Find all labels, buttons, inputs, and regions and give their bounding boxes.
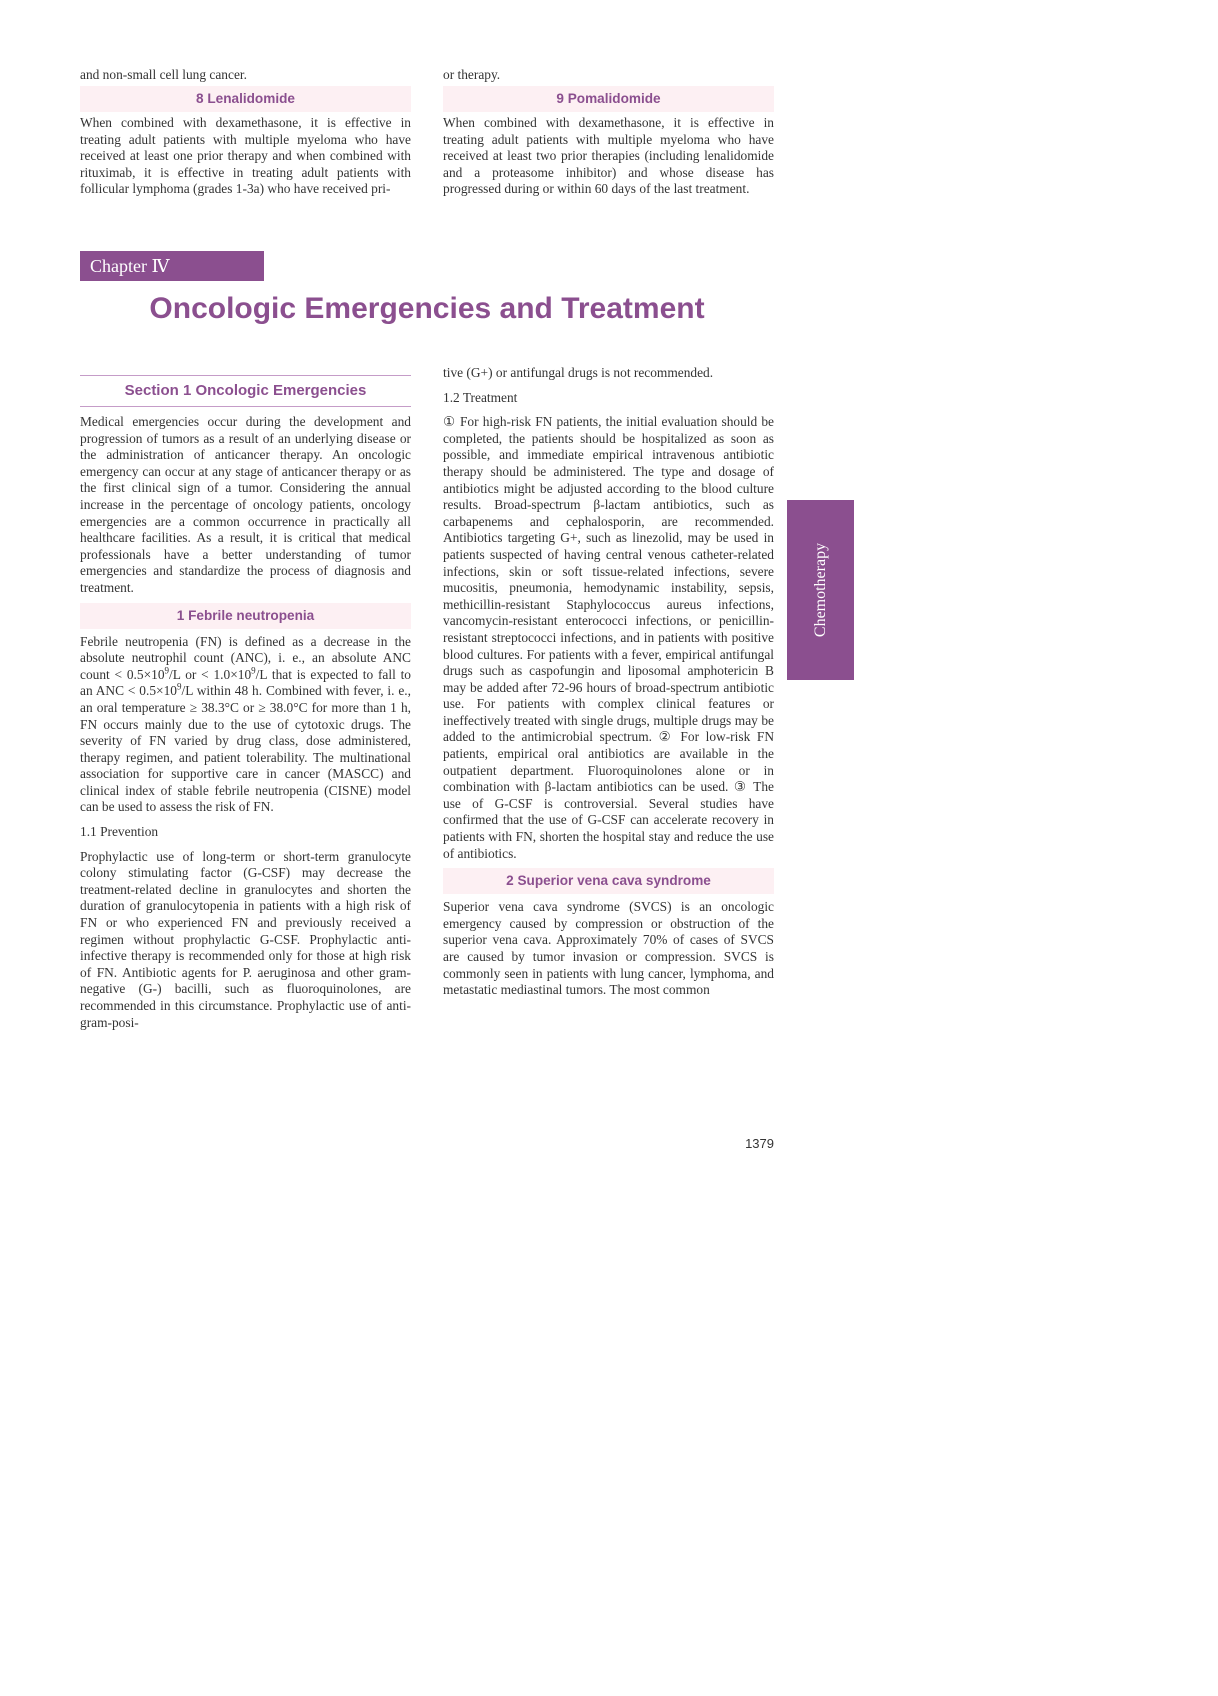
- treatment-paragraph: ① For high-risk FN patients, the initial evaluation should be completed, the patients should be hospitalized as soon as possible, and immediate empirical intravenous antibiotic therapy should be administered. The type and dosage of antibiotics might be adjusted according to the blood culture results. Broad-spectrum β-lactam antibiotics, such as carbapenems and cephalosporin, are recommended. Antibiotics targeting G+, such as linezolid, may be used in patients suspected of having central venous catheter-related infections, skin or soft tissue-related infections, severe mucositis, pneumonia, hemodynamic instability, sepsis, methicillin-resistant Staphylococcus aureus infections, vancomycin-resistant enterococci infections, or penicillin-resistant streptococci infections, and in patients with positive blood cultures. For patients with a fever, empirical antifungal drugs such as caspofungin and liposomal amphotericin B may be added after 72-96 hours of broad-spectrum antibiotic use. For patients with complex clinical features or ineffectively treated with single drugs, multiple drugs may be added to the antimicrobial spectrum. ② For low-risk FN patients, empirical oral antibiotics are available in the outpatient department. Fluoroquinolones alone or in combination with β-lactam antibiotics can be used. ③ The use of G-CSF is controversial. Several studies have confirmed that the use of G-CSF can accelerate recovery in patients with FN, shorten the hospital stay and reduce the use of antibiotics.: [443, 414, 774, 861]
- fn-exponent-b: 9: [251, 665, 256, 676]
- svcs-paragraph: Superior vena cava syndrome (SVCS) is an oncologic emergency caused by compression or obstruction of the superior vena cava. Approximately 70% of cases of SVCS are caused by tumor invasion or compression. SVCS is commonly seen in patients with lung cancer, lymphoma, and metastatic mediastinal tumors. The most common: [443, 899, 774, 998]
- prevention-paragraph: Prophylactic use of long-term or short-term granulocyte colony stimulating factor (G-CSF) may decrease the treatment-related decline in granulocytes and shorten the duration of granulocytopenia in patients with a high risk of FN or who experienced FN and previously received a regimen without prophylactic G-CSF. Prophylactic anti-infective therapy is recommended only for those at high risk of FN. Antibiotic agents for P. aeruginosa and other gram-negative (G-) bacilli, such as fluoroquinolones, are recommended in this circumstance. Prophylactic use of anti-gram-posi-: [80, 848, 411, 1030]
- chapter-title: Oncologic Emergencies and Treatment: [149, 292, 705, 325]
- col1-lead-text: and non-small cell lung cancer.: [80, 67, 247, 82]
- pomalidomide-heading: 9 Pomalidomide: [443, 86, 774, 112]
- side-tab-label: Chemotherapy: [811, 542, 829, 638]
- col2-lead-text: or therapy.: [443, 67, 501, 82]
- svcs-heading: 2 Superior vena cava syndrome: [443, 868, 774, 894]
- right-column: [443, 365, 774, 999]
- fn-def-part2: /L or < 1.0×10: [169, 666, 252, 682]
- prevention-continuation: tive (G+) or antifungal drugs is not recommended.: [443, 365, 714, 380]
- fn-def-part4: /L within 48 h. Combined with fever, i. e., an oral temperature ≥ 38.3°C or ≥ 38.0°C for more than 1 h, FN occurs mainly due to the use of cytotoxic drugs. The severity of FN varied by drug class, dose administered, therapy regimen, and patient tolerability. The multinational association for supportive care in cancer (MASCC) and clinical index of stable febrile neutropenia (CISNE) model can be used to assess the risk of FN.: [80, 683, 411, 815]
- page-number: 1379: [745, 1136, 774, 1151]
- treatment-heading: 1.2 Treatment: [443, 389, 518, 405]
- fn-exponent-a: 9: [164, 665, 170, 676]
- section-heading: Section 1 Oncologic Emergencies: [80, 375, 411, 407]
- fn-exponent-c: 9: [176, 681, 182, 692]
- chapter-label: Chapter Ⅳ: [80, 251, 264, 281]
- fn-def-part3: /L that is expected to fall to an ANC < 0.5×10: [80, 666, 411, 699]
- fn-def-part1: Febrile neutropenia (FN) is defined as a decrease in the absolute neutrophil count (ANC), i. e., an absolute ANC count < 0.5×10: [80, 633, 411, 682]
- left-column: [80, 414, 411, 1031]
- lenalidomide-heading: 8 Lenalidomide: [80, 86, 411, 112]
- prevention-heading: 1.1 Prevention: [80, 824, 159, 840]
- section-intro-paragraph: Medical emergencies occur during the development and progression of tumors as a result of an underlying disease or the administration of anticancer therapy. An oncologic emergency can occur at any stage of anticancer therapy or as the first clinical sign of a tumor. Considering the annual increase in the percentage of oncology patients, oncology emergencies are a common occurrence in practically all healthcare facilities. As a result, it is critical that medical professionals have a better understanding of tumor emergencies and standardize the process of diagnosis and treatment.: [80, 414, 411, 595]
- pomalidomide-paragraph: When combined with dexamethasone, it is effective in treating adult patients with multiple myeloma who have received at least two prior therapies (including lenalidomide and a proteasome inhibitor) and whose disease has progressed during or within 60 days of the last treatment.: [443, 115, 774, 197]
- fn-heading: 1 Febrile neutropenia: [80, 603, 411, 629]
- fn-definition-paragraph: [80, 634, 411, 817]
- chapter-side-tab: [787, 500, 854, 680]
- lenalidomide-paragraph: When combined with dexamethasone, it is effective in treating adult patients with multiple myeloma who have received at least one prior therapy and when combined with rituximab, it is effective in treating adult patients with follicular lymphoma (grades 1-3a) who have received pri-: [80, 115, 411, 197]
